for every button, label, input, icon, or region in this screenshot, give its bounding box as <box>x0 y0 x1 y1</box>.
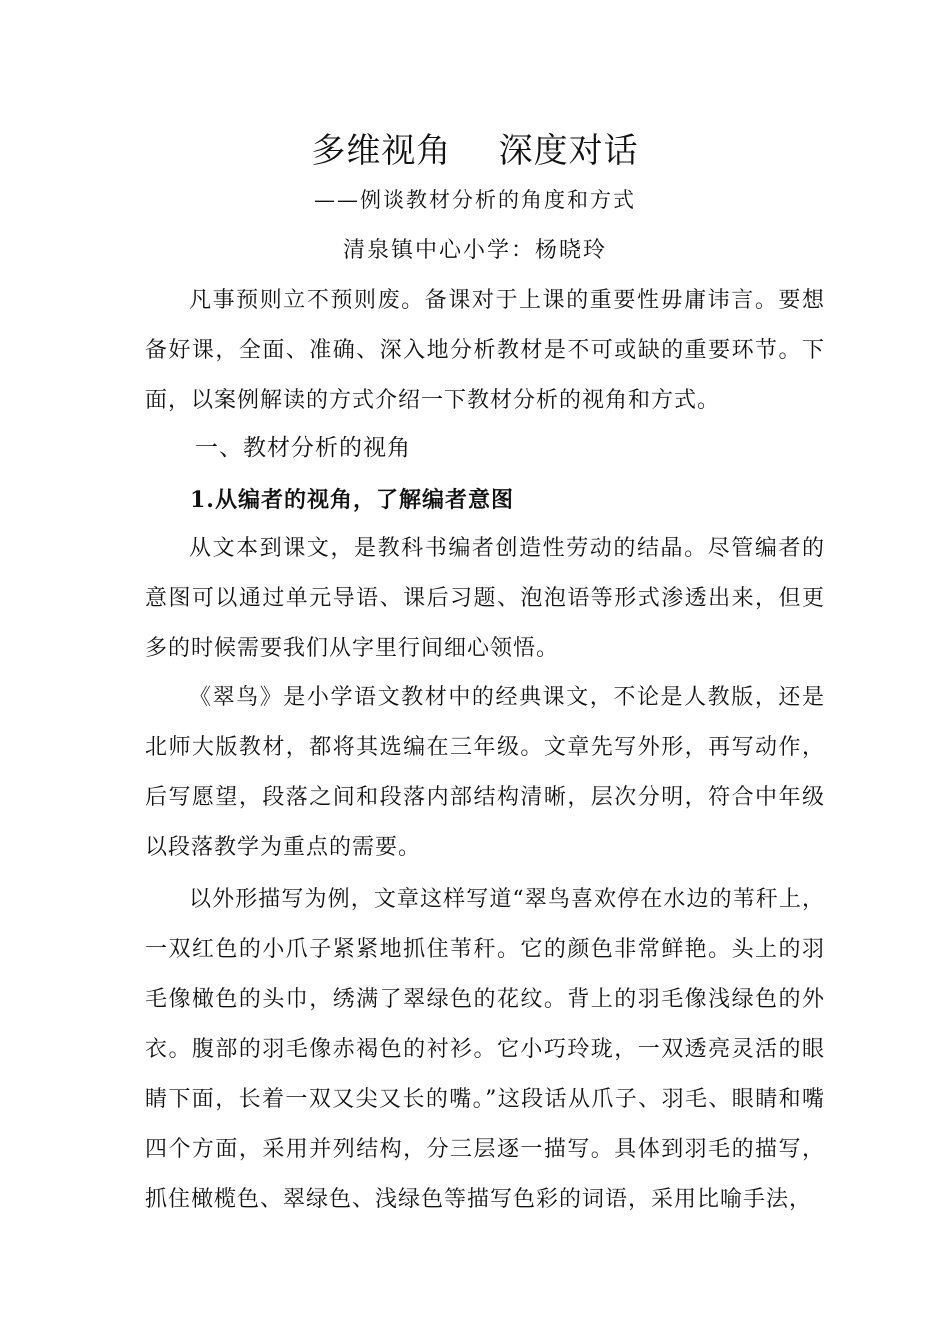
body-paragraph: 以外形描写为例，文章这样写道“翠鸟喜欢停在水边的苇秆上，一双红色的小爪子紧紧地抓住苇秆。它的颜色非常鲜艳。头上的羽毛像橄色的头巾，绣满了翠绿色的花纹。背上的羽毛像浅绿色的外衣。腹部的羽毛像赤褐色的衬衫。它小巧玲珑，一双透亮灵活的眼睛下面，长着一双又尖又长的嘴。”这段话从爪子、羽毛、眼睛和嘴四个方面，采用并列结构，分三层逐一描写。具体到羽毛的描写，抓住橄榄色、翠绿色、浅绿色等描写色彩的词语，采用比喻手法， <box>145 887 825 1212</box>
paragraph-block-1 <box>145 524 825 674</box>
body-paragraph: 《翠鸟》是小学语文教材中的经典课文，不论是人教版，还是北师大版教材，都将其选编在三年级。文章先写外形，再写动作，后写愿望，段落之间和段落内部结构清晰，层次分明，符合中年级以段落教学为重点的需要。 <box>145 685 825 860</box>
section-heading: 一、教材分析的视角 <box>195 435 411 461</box>
document-title: 多维视角 深度对话 <box>311 131 639 171</box>
subsection-heading: 1.从编者的视角，了解编者意图 <box>190 487 514 513</box>
intro-block <box>145 276 825 426</box>
author-line: 清泉镇中心小学：杨晓玲 <box>342 238 607 263</box>
paragraph-block-2 <box>145 673 825 873</box>
body-paragraph: 从文本到课文，是教科书编者创造性劳动的结晶。尽管编者的意图可以通过单元导语、课后习题、泡泡语等形式渗透出来，但更多的时候需要我们从字里行间细心领悟。 <box>145 536 825 661</box>
intro-paragraph: 凡事预则立不预则废。备课对于上课的重要性毋庸讳言。要想备好课，全面、准确、深入地分析教材是不可或缺的重要环节。下面，以案例解读的方式介绍一下教材分析的视角和方式。 <box>145 288 825 413</box>
document-subtitle: ——例谈教材分析的角度和方式 <box>314 188 636 212</box>
paragraph-block-3 <box>145 875 825 1225</box>
